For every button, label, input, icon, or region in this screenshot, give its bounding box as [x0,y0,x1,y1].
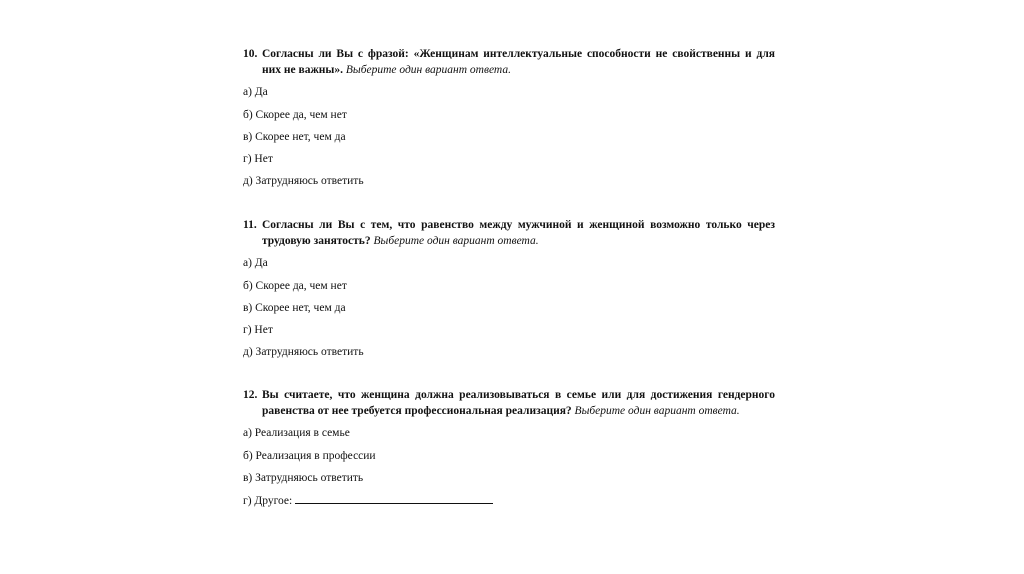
question-number: 11. [243,219,257,231]
answer-option: б) Скорее да, чем нет [243,279,347,292]
question-12 [243,387,775,509]
answer-option: г) Нет [243,324,273,337]
answer-option: д) Затрудняюсь ответить [243,346,364,359]
answer-option: б) Скорее да, чем нет [243,108,347,121]
answer-option: г) Нет [243,153,273,166]
question-10 [243,46,775,189]
question-text: Вы считаете, что женщина должна реализовываться в семье или для достижения гендерного равенства от нее требуется профессиональная реализация? [262,389,775,417]
question-instruction: Выберите один вариант ответа. [574,405,740,417]
question-instruction: Выберите один вариант ответа. [373,235,539,247]
answer-option: б) Реализация в профессии [243,449,376,462]
answer-option: в) Затрудняюсь ответить [243,471,364,484]
question-text: Согласны ли Вы с фразой: «Женщинам интеллектуальные способности не свойственны и для них не важны». [262,48,775,76]
question-number: 12. [243,389,258,401]
question-text: Согласны ли Вы с тем, что равенство между мужчиной и женщиной возможно только через трудовую занятость? [262,219,775,247]
answer-option: а) Да [243,86,268,99]
question-11 [243,217,775,360]
question-instruction: Выберите один вариант ответа. [345,64,511,76]
answer-option: а) Да [243,257,268,270]
answer-option-label: г) Другое: [243,495,293,508]
question-number: 10. [243,48,258,60]
answer-option: в) Скорее нет, чем да [243,130,346,143]
answer-option: в) Скорее нет, чем да [243,301,346,314]
answer-option: а) Реализация в семье [243,427,350,440]
answer-option-other [243,492,775,509]
answer-option: д) Затрудняюсь ответить [243,175,364,188]
other-answer-blank-line [295,492,493,504]
